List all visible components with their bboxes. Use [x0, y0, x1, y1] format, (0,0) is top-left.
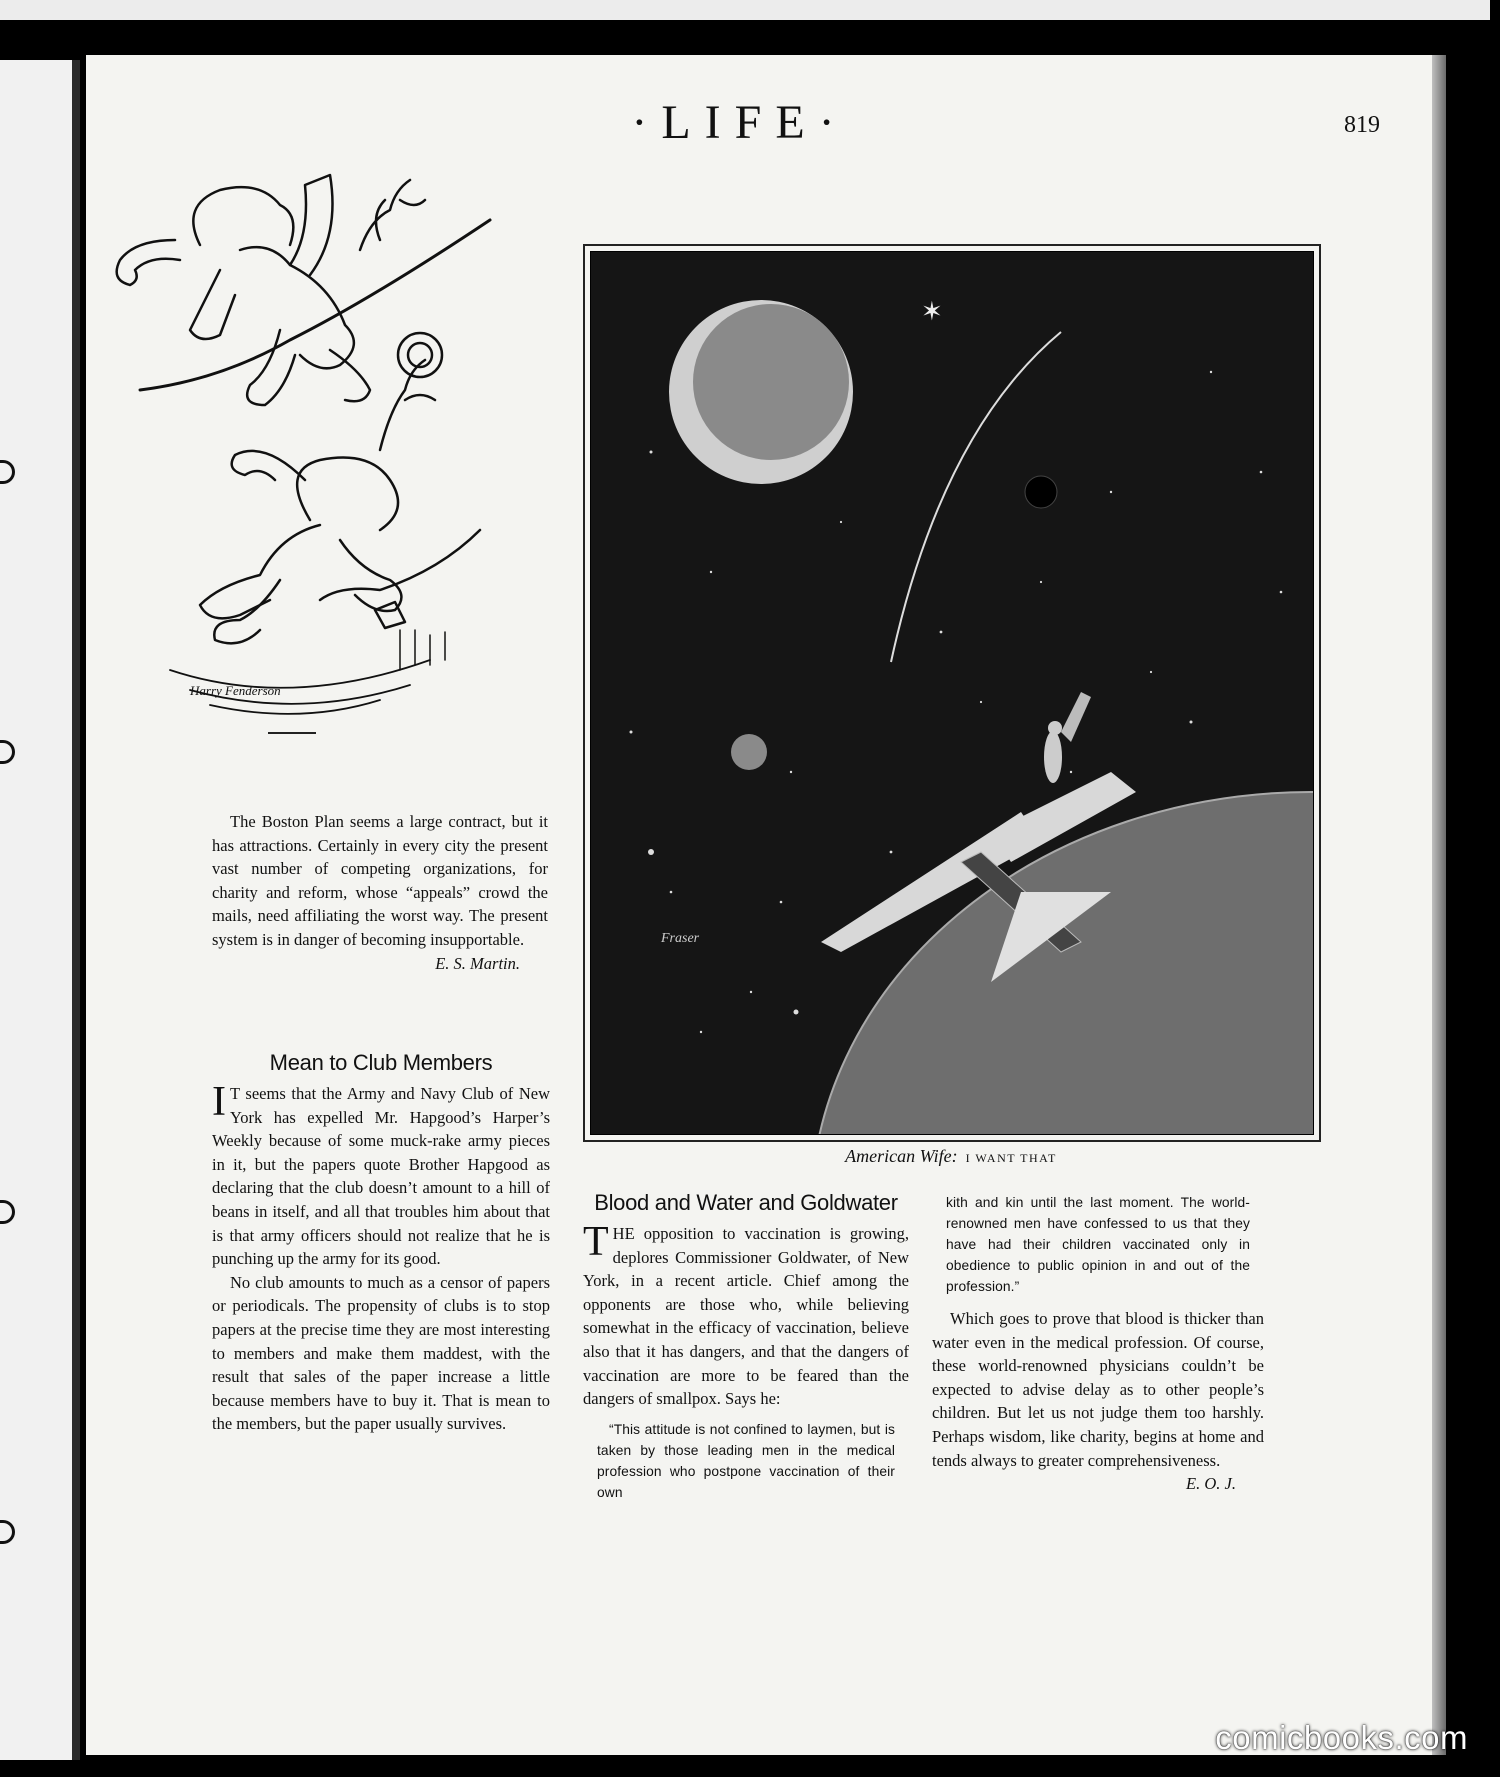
article-blood-water: [583, 1190, 909, 1503]
blood-first-text: HE opposition to vaccination is growing, deplores Commissioner Goldwater, of New York, in a recent article. Chief among the opponents are those who, while believing somewhat in the efficacy of vaccination, believe also that it has dangers, and that the dangers of vaccination are more to be feared than the dangers of smallpox. Says he:: [583, 1224, 909, 1409]
page-edge-shadow: [1432, 55, 1446, 1755]
club-first-text: T seems that the Army and Navy Club of New York has expelled Mr. Hapgood’s Harper’s Weekly because of some muck-rake army pieces in it, but the papers quote Brother Hapgood as declaring that the club doesn’t amount to a hill of beans in itself, and all that troubles him about that is that army officers should not realize that he is punching up the army for its good.: [212, 1084, 550, 1269]
binding-stitch: [0, 740, 15, 764]
boston-paragraph: The Boston Plan seems a large contract, but it has attractions. Certainly in every city the present vast number of competing organizations, for charity and reform, whose “appeals” crowd the mails, need affiliating the worst way. The present system is in danger of becoming insupportable.: [212, 812, 548, 949]
dark-planet: [1025, 476, 1057, 508]
article-boston-plan: [212, 810, 548, 975]
blood-headline: Blood and Water and Goldwater: [594, 1190, 898, 1215]
caption-line: I WANT THAT: [965, 1151, 1057, 1165]
blood-quote-part1: [583, 1419, 909, 1503]
site-watermark: comicbooks.com: [1215, 1719, 1468, 1756]
boston-signature: E. S. Martin.: [435, 953, 520, 973]
binding-stitch: [0, 1520, 15, 1544]
space-illustration: [590, 251, 1314, 1135]
cartoonist-signature: Harry Fenderson: [190, 683, 281, 698]
club-first-paragraph: [212, 1079, 550, 1271]
binding-stitch: [0, 460, 15, 484]
illustration-caption: [583, 1146, 1319, 1167]
page-number: 819: [1344, 112, 1380, 138]
caption-speaker: American Wife:: [845, 1146, 958, 1166]
illustration-plate: [583, 244, 1321, 1142]
elephant-cartoon: [80, 150, 510, 770]
article-club-members: [212, 1050, 550, 1436]
masthead-title: ·LIFE·: [631, 96, 849, 149]
star-sparkle: ✶: [921, 297, 943, 326]
blood-signature: E. O. J.: [1186, 1474, 1236, 1494]
club-dropcap: I: [212, 1079, 226, 1125]
quote-text-part2: kith and kin until the last moment. The world-renowned men have confessed to us that they have had their children vaccinated only in obedience to public opinion in and out of the profession.”: [946, 1195, 1250, 1294]
small-planet: [731, 734, 767, 770]
blood-first-paragraph: [583, 1219, 909, 1411]
club-headline: Mean to Club Members: [269, 1050, 493, 1075]
blood-dropcap: T: [583, 1219, 609, 1265]
club-second-paragraph: No club amounts to much as a censor of papers or periodicals. The propensity of clubs is to stop papers at the precise time they are most interesting to members and make them maddest, with the result that sales of the paper increase a little because members have to buy it. That is mean to the members, but the paper usually survives.: [212, 1272, 550, 1434]
illustrator-signature: Fraser: [661, 931, 700, 946]
section-divider: [268, 732, 316, 734]
blood-quote-part2: [932, 1192, 1264, 1297]
binding-gutter: [72, 60, 80, 1760]
binding-stitch: [0, 1200, 15, 1224]
quote-text-part1: “This attitude is not confined to laymen, but is taken by those leading men in the medical profession who postpone vaccination of their own: [597, 1421, 895, 1500]
blood-closing-paragraph: Which goes to prove that blood is thicker than water even in the medical profession. Of course, these world-renowned physicians couldn’t be expected to advise delay as to other people’s children. But let us not judge them too harshly. Perhaps wisdom, like charity, begins at home and tends always to greater comprehensiveness.: [932, 1309, 1264, 1470]
left-facing-page: [0, 60, 80, 1760]
top-page-edge: [0, 0, 1490, 20]
article-blood-water-continued: [932, 1192, 1264, 1496]
